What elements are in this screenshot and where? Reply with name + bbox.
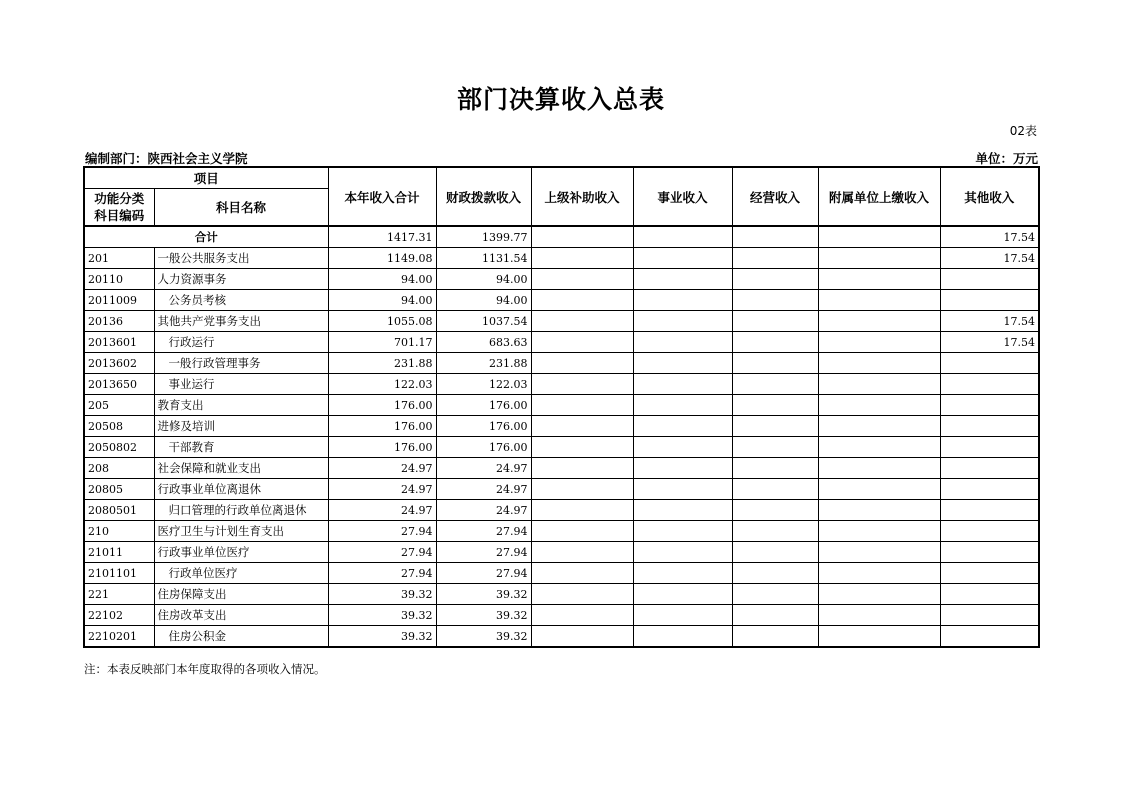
amount-cell: 17.54 bbox=[940, 332, 1039, 353]
subject-name: 人力资源事务 bbox=[154, 269, 328, 290]
amount-cell: 231.88 bbox=[436, 353, 531, 374]
header-project: 项目 bbox=[84, 167, 328, 189]
amount-cell bbox=[633, 416, 732, 437]
amount-cell: 27.94 bbox=[436, 563, 531, 584]
amount-cell bbox=[531, 374, 633, 395]
amount-cell bbox=[633, 626, 732, 648]
amount-cell bbox=[531, 626, 633, 648]
header-col-fiscal-appropriation: 财政拨款收入 bbox=[436, 167, 531, 226]
subject-name: 教育支出 bbox=[154, 395, 328, 416]
amount-cell bbox=[633, 542, 732, 563]
subject-code: 2101101 bbox=[84, 563, 154, 584]
subject-name: 其他共产党事务支出 bbox=[154, 311, 328, 332]
amount-cell bbox=[531, 332, 633, 353]
amount-cell bbox=[818, 269, 940, 290]
amount-cell bbox=[940, 437, 1039, 458]
amount-cell bbox=[633, 458, 732, 479]
amount-cell bbox=[818, 290, 940, 311]
amount-cell: 24.97 bbox=[436, 500, 531, 521]
amount-cell bbox=[531, 458, 633, 479]
amount-cell: 24.97 bbox=[328, 500, 436, 521]
header-col-other-income: 其他收入 bbox=[940, 167, 1039, 226]
table-row bbox=[84, 542, 1039, 563]
amount-cell bbox=[633, 563, 732, 584]
amount-cell: 39.32 bbox=[328, 605, 436, 626]
amount-cell bbox=[940, 395, 1039, 416]
amount-cell bbox=[732, 311, 818, 332]
amount-cell bbox=[732, 269, 818, 290]
amount-cell bbox=[732, 248, 818, 269]
footnote: 注：本表反映部门本年度取得的各项收入情况。 bbox=[84, 662, 326, 676]
amount-cell: 701.17 bbox=[328, 332, 436, 353]
amount-cell bbox=[633, 290, 732, 311]
amount-cell bbox=[732, 500, 818, 521]
amount-cell bbox=[531, 311, 633, 332]
amount-cell bbox=[732, 395, 818, 416]
total-value bbox=[633, 226, 732, 248]
amount-cell bbox=[940, 458, 1039, 479]
page-title: 部门决算收入总表 bbox=[456, 85, 665, 114]
table-row bbox=[84, 626, 1039, 648]
subject-code: 20136 bbox=[84, 311, 154, 332]
total-value bbox=[531, 226, 633, 248]
amount-cell: 27.94 bbox=[328, 542, 436, 563]
amount-cell bbox=[531, 290, 633, 311]
amount-cell bbox=[633, 500, 732, 521]
amount-cell bbox=[732, 416, 818, 437]
amount-cell bbox=[531, 542, 633, 563]
amount-cell bbox=[940, 584, 1039, 605]
amount-cell bbox=[531, 605, 633, 626]
subject-name: 住房保障支出 bbox=[154, 584, 328, 605]
amount-cell bbox=[818, 311, 940, 332]
amount-cell bbox=[633, 311, 732, 332]
header-subject-name: 科目名称 bbox=[154, 189, 328, 227]
amount-cell: 24.97 bbox=[328, 479, 436, 500]
subject-code: 205 bbox=[84, 395, 154, 416]
table-row bbox=[84, 521, 1039, 542]
header-code bbox=[84, 189, 154, 227]
amount-cell: 122.03 bbox=[328, 374, 436, 395]
amount-cell bbox=[732, 626, 818, 648]
subject-name: 社会保障和就业支出 bbox=[154, 458, 328, 479]
amount-cell bbox=[633, 374, 732, 395]
table-row bbox=[84, 269, 1039, 290]
amount-cell bbox=[531, 584, 633, 605]
amount-cell: 39.32 bbox=[436, 584, 531, 605]
amount-cell bbox=[531, 563, 633, 584]
amount-cell bbox=[940, 290, 1039, 311]
header-code-line2: 科目编码 bbox=[94, 208, 145, 223]
amount-cell bbox=[940, 521, 1039, 542]
amount-cell bbox=[732, 437, 818, 458]
subject-code: 208 bbox=[84, 458, 154, 479]
subject-code: 2080501 bbox=[84, 500, 154, 521]
table-row bbox=[84, 458, 1039, 479]
amount-cell bbox=[818, 626, 940, 648]
amount-cell bbox=[732, 458, 818, 479]
table-row bbox=[84, 353, 1039, 374]
amount-cell: 24.97 bbox=[436, 458, 531, 479]
amount-cell bbox=[633, 521, 732, 542]
subject-code: 2050802 bbox=[84, 437, 154, 458]
subject-code: 20110 bbox=[84, 269, 154, 290]
amount-cell bbox=[818, 479, 940, 500]
amount-cell: 683.63 bbox=[436, 332, 531, 353]
amount-cell: 176.00 bbox=[328, 416, 436, 437]
amount-cell: 17.54 bbox=[940, 311, 1039, 332]
amount-cell: 176.00 bbox=[436, 395, 531, 416]
amount-cell bbox=[732, 542, 818, 563]
amount-cell bbox=[531, 269, 633, 290]
subject-code: 210 bbox=[84, 521, 154, 542]
amount-cell bbox=[531, 395, 633, 416]
amount-cell bbox=[732, 353, 818, 374]
table-row bbox=[84, 605, 1039, 626]
amount-cell: 27.94 bbox=[328, 563, 436, 584]
unit-label: 单位：万元 bbox=[975, 151, 1038, 166]
amount-cell: 39.32 bbox=[328, 626, 436, 648]
subject-code: 2013602 bbox=[84, 353, 154, 374]
subject-name: 事业运行 bbox=[154, 374, 328, 395]
amount-cell: 1149.08 bbox=[328, 248, 436, 269]
table-row bbox=[84, 479, 1039, 500]
amount-cell bbox=[531, 521, 633, 542]
amount-cell bbox=[633, 353, 732, 374]
amount-cell bbox=[531, 416, 633, 437]
header-col-superior-subsidy: 上级补助收入 bbox=[531, 167, 633, 226]
table-row bbox=[84, 332, 1039, 353]
table-row bbox=[84, 584, 1039, 605]
subject-name: 住房公积金 bbox=[154, 626, 328, 648]
amount-cell: 24.97 bbox=[436, 479, 531, 500]
header-col-total-income: 本年收入合计 bbox=[328, 167, 436, 226]
total-value bbox=[818, 226, 940, 248]
amount-cell: 17.54 bbox=[940, 248, 1039, 269]
amount-cell bbox=[732, 374, 818, 395]
amount-cell: 27.94 bbox=[328, 521, 436, 542]
amount-cell bbox=[732, 584, 818, 605]
amount-cell bbox=[531, 353, 633, 374]
amount-cell bbox=[940, 416, 1039, 437]
amount-cell bbox=[732, 290, 818, 311]
amount-cell bbox=[732, 332, 818, 353]
amount-cell bbox=[633, 332, 732, 353]
amount-cell bbox=[732, 563, 818, 584]
amount-cell: 27.94 bbox=[436, 521, 531, 542]
amount-cell: 39.32 bbox=[328, 584, 436, 605]
amount-cell: 122.03 bbox=[436, 374, 531, 395]
amount-cell bbox=[818, 500, 940, 521]
amount-cell bbox=[940, 626, 1039, 648]
amount-cell: 231.88 bbox=[328, 353, 436, 374]
compiling-department: 编制部门：陕西社会主义学院 bbox=[85, 151, 248, 166]
amount-cell bbox=[818, 584, 940, 605]
amount-cell bbox=[633, 269, 732, 290]
table-number: 02表 bbox=[1009, 124, 1037, 138]
amount-cell bbox=[732, 479, 818, 500]
amount-cell: 94.00 bbox=[436, 269, 531, 290]
subject-name: 公务员考核 bbox=[154, 290, 328, 311]
subject-name: 归口管理的行政单位离退休 bbox=[154, 500, 328, 521]
table-row bbox=[84, 395, 1039, 416]
total-value: 1417.31 bbox=[328, 226, 436, 248]
amount-cell bbox=[818, 248, 940, 269]
amount-cell bbox=[940, 479, 1039, 500]
total-value: 17.54 bbox=[940, 226, 1039, 248]
amount-cell bbox=[940, 353, 1039, 374]
amount-cell: 24.97 bbox=[328, 458, 436, 479]
amount-cell bbox=[940, 542, 1039, 563]
header-col-operating-income: 经营收入 bbox=[732, 167, 818, 226]
subject-code: 2011009 bbox=[84, 290, 154, 311]
amount-cell bbox=[940, 500, 1039, 521]
table-header bbox=[84, 167, 1039, 226]
amount-cell bbox=[633, 584, 732, 605]
amount-cell bbox=[531, 437, 633, 458]
subject-name: 干部教育 bbox=[154, 437, 328, 458]
amount-cell bbox=[818, 353, 940, 374]
amount-cell bbox=[818, 521, 940, 542]
table-row bbox=[84, 290, 1039, 311]
income-summary-table bbox=[83, 166, 1040, 648]
amount-cell bbox=[531, 500, 633, 521]
amount-cell: 94.00 bbox=[436, 290, 531, 311]
amount-cell: 176.00 bbox=[328, 437, 436, 458]
table-row bbox=[84, 416, 1039, 437]
subject-name: 行政运行 bbox=[154, 332, 328, 353]
subject-code: 2013601 bbox=[84, 332, 154, 353]
header-col-affiliated-remittance: 附属单位上缴收入 bbox=[818, 167, 940, 226]
amount-cell bbox=[732, 605, 818, 626]
table-body bbox=[84, 226, 1039, 647]
amount-cell bbox=[818, 395, 940, 416]
subject-code: 2013650 bbox=[84, 374, 154, 395]
subject-code: 221 bbox=[84, 584, 154, 605]
table-row bbox=[84, 248, 1039, 269]
amount-cell: 1037.54 bbox=[436, 311, 531, 332]
subject-name: 行政事业单位医疗 bbox=[154, 542, 328, 563]
amount-cell bbox=[940, 605, 1039, 626]
subject-name: 行政单位医疗 bbox=[154, 563, 328, 584]
amount-cell: 176.00 bbox=[436, 437, 531, 458]
amount-cell: 1055.08 bbox=[328, 311, 436, 332]
subject-code: 20508 bbox=[84, 416, 154, 437]
table-row bbox=[84, 437, 1039, 458]
amount-cell: 39.32 bbox=[436, 605, 531, 626]
table-row bbox=[84, 311, 1039, 332]
amount-cell bbox=[818, 332, 940, 353]
subject-code: 201 bbox=[84, 248, 154, 269]
total-label: 合计 bbox=[84, 226, 328, 248]
amount-cell bbox=[818, 458, 940, 479]
amount-cell bbox=[818, 416, 940, 437]
table-row bbox=[84, 500, 1039, 521]
subject-name: 住房改革支出 bbox=[154, 605, 328, 626]
subject-name: 进修及培训 bbox=[154, 416, 328, 437]
amount-cell bbox=[818, 563, 940, 584]
subject-name: 医疗卫生与计划生育支出 bbox=[154, 521, 328, 542]
total-value bbox=[732, 226, 818, 248]
total-value: 1399.77 bbox=[436, 226, 531, 248]
amount-cell: 39.32 bbox=[436, 626, 531, 648]
amount-cell bbox=[633, 248, 732, 269]
amount-cell bbox=[732, 521, 818, 542]
subject-code: 21011 bbox=[84, 542, 154, 563]
amount-cell bbox=[818, 437, 940, 458]
amount-cell bbox=[818, 605, 940, 626]
amount-cell bbox=[531, 479, 633, 500]
amount-cell bbox=[633, 437, 732, 458]
amount-cell bbox=[940, 269, 1039, 290]
amount-cell: 27.94 bbox=[436, 542, 531, 563]
subject-code: 22102 bbox=[84, 605, 154, 626]
amount-cell bbox=[818, 542, 940, 563]
total-row bbox=[84, 226, 1039, 248]
subject-code: 20805 bbox=[84, 479, 154, 500]
table-row bbox=[84, 374, 1039, 395]
table-row bbox=[84, 563, 1039, 584]
amount-cell: 1131.54 bbox=[436, 248, 531, 269]
amount-cell: 94.00 bbox=[328, 290, 436, 311]
amount-cell: 94.00 bbox=[328, 269, 436, 290]
subject-name: 行政事业单位离退休 bbox=[154, 479, 328, 500]
amount-cell bbox=[940, 563, 1039, 584]
amount-cell bbox=[633, 479, 732, 500]
amount-cell bbox=[818, 374, 940, 395]
amount-cell bbox=[940, 374, 1039, 395]
amount-cell bbox=[633, 605, 732, 626]
subject-name: 一般公共服务支出 bbox=[154, 248, 328, 269]
amount-cell bbox=[633, 395, 732, 416]
amount-cell bbox=[531, 248, 633, 269]
amount-cell: 176.00 bbox=[328, 395, 436, 416]
amount-cell: 176.00 bbox=[436, 416, 531, 437]
header-code-line1: 功能分类 bbox=[94, 191, 145, 206]
header-col-business-income: 事业收入 bbox=[633, 167, 732, 226]
subject-name: 一般行政管理事务 bbox=[154, 353, 328, 374]
subject-code: 2210201 bbox=[84, 626, 154, 648]
